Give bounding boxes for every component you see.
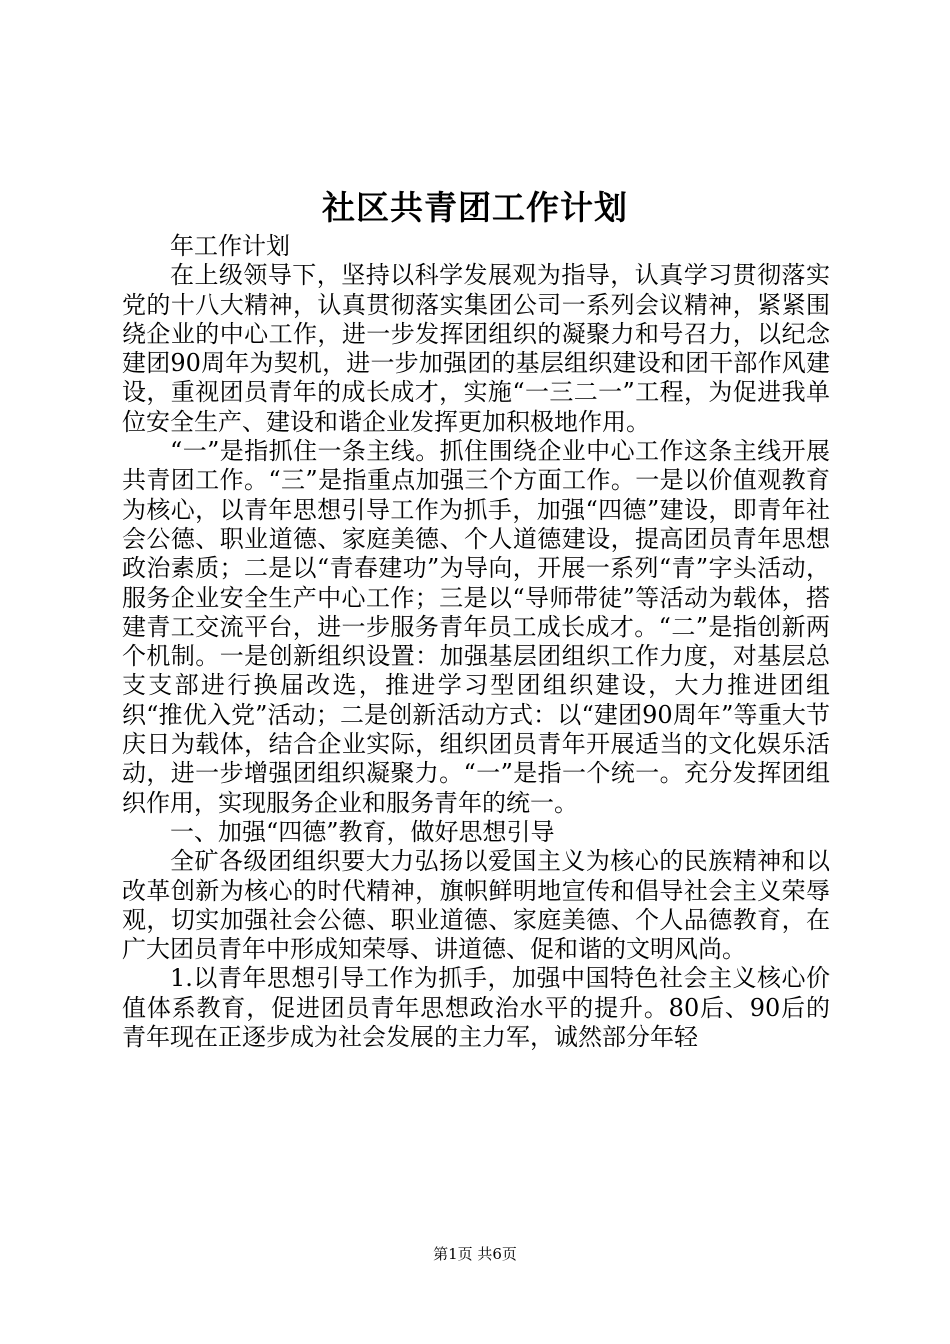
section-heading-1: 一、加强“四德”教育，做好思想引导 bbox=[170, 817, 555, 846]
document-title: 社区共青团工作计划 bbox=[322, 188, 628, 227]
paragraph-project-1321: “一”是指抓住一条主线。抓住围绕企业中心工作这条主线开展共青团工作。“三”是指重点加强三个方面工作。一是以价值观教育为核心，以青年思想引导工作为抓手，加强“四德”建设，即青年社会公德、职业道德、家庭美德、个人道德建设，提高团员青年思想政治素质；二是以“青春建功”为导向，开展一系列“青”字头活动，服务企业安全生产中心工作；三是以“导师带徒”等活动为载体，搭建青工交流平台，进一步服务青年员工成长成才。“二”是指创新两个机制。一是创新组织设置：加强基层团组织工作力度，对基层总支支部进行换届改选，推进学习型团组织建设，大力推进团组织“推优入党”活动；二是创新活动方式：以“建团90周年”等重大节庆日为载体，结合企业实际，组织团员青年开展适当的文化娱乐活动，进一步增强团组织凝聚力。“一”是指一个统一。充分发挥团组织作用，实现服务企业和服务青年的统一。 bbox=[122, 437, 830, 817]
paragraph-item-1: 1.以青年思想引导工作为抓手，加强中国特色社会主义核心价值体系教育，促进团员青年思想政治水平的提升。80后、90后的青年现在正逐步成为社会发展的主力军，诚然部分年轻 bbox=[122, 964, 830, 1052]
document-body bbox=[122, 232, 830, 1052]
paragraph-section-1: 全矿各级团组织要大力弘扬以爱国主义为核心的民族精神和以改革创新为核心的时代精神，旗帜鲜明地宣传和倡导社会主义荣辱观，切实加强社会公德、职业道德、家庭美德、个人品德教育，在广大团员青年中形成知荣辱、讲道德、促和谐的文明风尚。 bbox=[122, 847, 830, 964]
paragraph-intro: 在上级领导下，坚持以科学发展观为指导，认真学习贯彻落实党的十八大精神，认真贯彻落实集团公司一系列会议精神，紧紧围绕企业的中心工作，进一步发挥团组织的凝聚力和号召力，以纪念建团90周年为契机，进一步加强团的基层组织建设和团干部作风建设，重视团员青年的成长成才，实施“一三二一”工程，为促进我单位安全生产、建设和谐企业发挥更加积极地作用。 bbox=[122, 261, 830, 436]
paragraph-subtitle: 年工作计划 bbox=[170, 232, 290, 260]
page-number: 第1页 共6页 bbox=[433, 1245, 517, 1263]
